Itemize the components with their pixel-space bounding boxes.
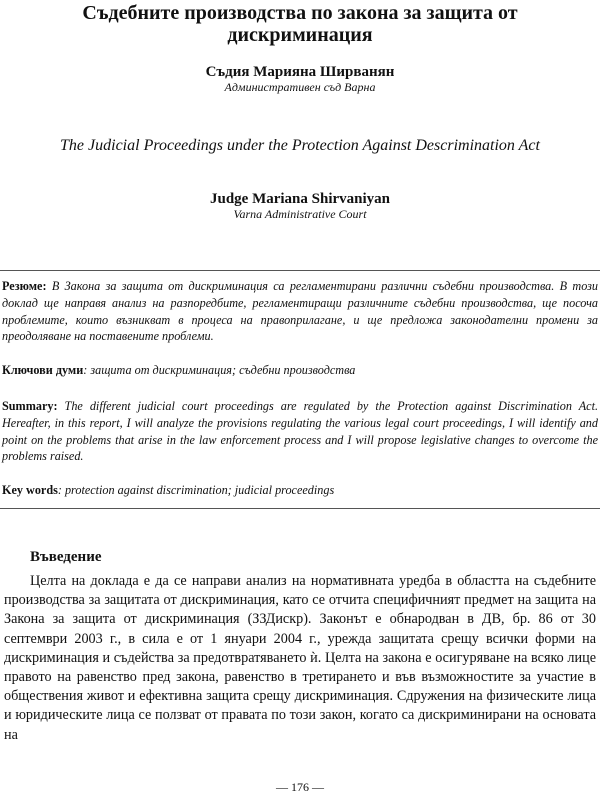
abstract-en [2,398,598,465]
section-heading-introduction: Въведение [30,549,102,565]
author-affiliation-en: Varna Administrative Court [233,207,367,221]
keywords-bg-label: Ключови думи [2,363,84,377]
paper-title-bg: Съдебните производства по закона за защита от дискриминация [82,2,518,46]
abstract-top-divider [0,270,600,271]
abstract-en-text: The different judicial court proceedings are regulated by the Protection against Discrimination Act. Hereafter, in this report, I will analyze the provisions regulating the various legal court proceedings, I will identify and point on the problems that arise in the law enforcement process and I will propose legislative changes to overcome the problems raised. [2,399,598,464]
abstract-bottom-divider [0,508,600,509]
author-name-en: Judge Mariana Shirvaniyan [209,191,391,207]
keywords-bg [2,362,598,379]
abstract-bg-label: Резюме: [2,279,47,293]
abstract-bg [2,278,598,345]
keywords-en [2,482,598,499]
paper-title-en: The Judicial Proceedings under the Protection Against Descrimination Act [60,137,540,154]
keywords-bg-text: : защита от дискриминация; съдебни производства [83,363,356,377]
author-name-bg: Съдия Марияна Ширванян [205,64,395,80]
abstract-bg-text: В Закона за защита от дискриминация са регламентирани различни съдебни производства. В този доклад ще направя анализ на разпоредбите, регламентиращи различните съдебни производства, ще посоча проблемите, които възникват в процеса на правоприлагане, и ще предложа законодателни промени за преодоляване на поставените проблеми. [2,279,598,344]
page-number: — 176 — [276,780,324,794]
keywords-en-label: Key words [2,483,58,497]
abstract-en-label: Summary: [2,399,58,413]
keywords-en-text: : protection against discrimination; judicial proceedings [57,483,335,497]
author-affiliation-bg: Административен съд Варна [224,80,376,94]
introduction-paragraph: Целта на доклада е да се направи анализ на нормативната уредба в областта на съдебните производства за защитата от дискриминация, като се отчита специфичният предмет на защита на Закона за защита от дискриминация (ЗЗДискр). Законът е обнародван в ДВ, бр. 86 от 30 септември 2003 г., в сила е от 1 януари 2004 г., урежда защитата срещу всички форми на дискриминация и съдействa за предотвратяването ѝ. Целта на закона е осигуряване на всяко лице правото на равенство пред закона, равенство в третирането и във възможностите за участие в обществения живот и ефективна защита срещу дискриминация. Сдружения на физическите лица и юридическите лица се ползват от правата по този закон, когато са дискриминирани на основата на [4,573,596,743]
